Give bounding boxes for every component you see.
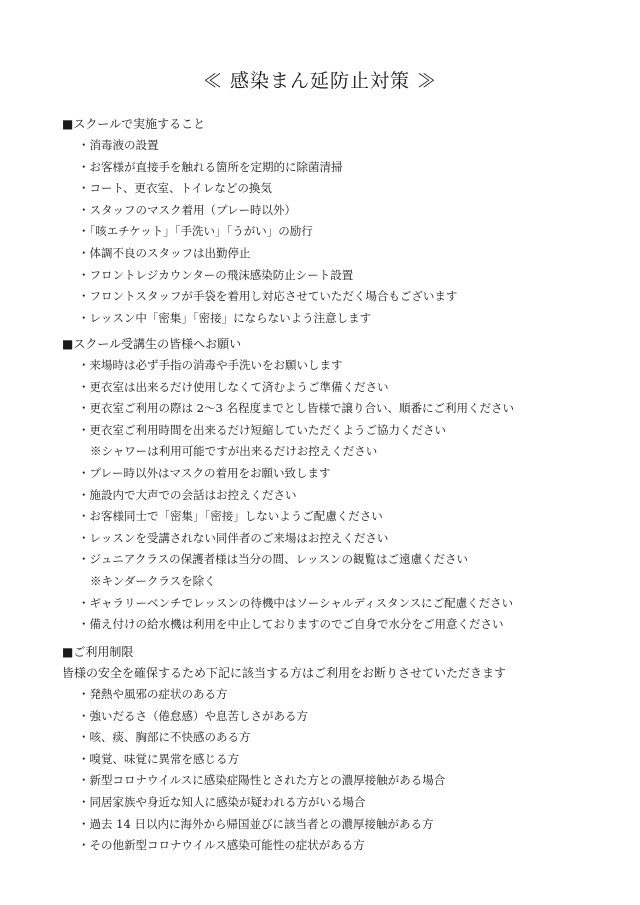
measures-list: [62, 135, 622, 329]
list-item: ・体調不良のスタッフは出勤停止: [78, 245, 251, 260]
list-item: ・新型コロナウイルスに感染症陽性とされた方との濃厚接触がある場合: [78, 773, 446, 788]
document-title: ≪ 感染まん延防止対策 ≫: [202, 70, 438, 92]
list-item: ・ジュニアクラスの保護者様は当分の間、レッスンの観覧はご遠慮ください: [78, 552, 468, 567]
list-item: ・更衣室ご利用時間を出来るだけ短縮していただくようご協力ください: [78, 422, 446, 437]
list-item: ・発熱や風邪の症状のある方: [78, 687, 228, 701]
list-item: ・過去 14 日以内に海外から帰国並びに該当者との濃厚接触がある方: [78, 816, 434, 831]
section-usage-restrictions: [62, 642, 622, 857]
list-item: ・お客様同士で「密集」「密接」しないようご配慮ください: [78, 509, 383, 524]
list-note: ※シャワーは利用可能ですが出来るだけお控えください: [90, 444, 378, 459]
list-item: ・来場時は必ず手指の消毒や手洗いをお願いします: [78, 358, 343, 372]
list-note: ※キンダークラスを除く: [90, 573, 216, 588]
list-item: ・プレー時以外はマスクの着用をお願い致します: [78, 465, 331, 480]
section-heading: ■スクールで実施すること: [62, 117, 206, 131]
list-item: ・レッスンを受講されない同伴者のご来場はお控えください: [78, 530, 389, 545]
section-student-requests: [62, 334, 622, 636]
list-item: ・備え付けの給水機は利用を中止しておりますのでご自身で水分をご用意ください: [78, 617, 504, 632]
list-item: ・ギャラリーベンチでレッスンの待機中はソーシャルディスタンスにご配慮ください: [78, 595, 514, 610]
restrictions-list: [62, 684, 622, 857]
list-item: ・同居家族や身近な知人に感染が疑われる方がいる場合: [78, 794, 366, 809]
requests-list: [62, 355, 622, 636]
list-item: ・更衣室ご利用の際は 2～3 名程度までとし皆様で譲り合い、順番にご利用ください: [78, 401, 514, 416]
section-school-measures: [62, 114, 622, 329]
list-item: ・レッスン中「密集」「密接」にならないよう注意します: [78, 310, 372, 325]
list-item: ・フロントスタッフが手袋を着用し対応させていただく場合もございます: [78, 289, 458, 304]
list-item: ・強いだるさ（倦怠感）や息苦しさがある方: [78, 708, 308, 723]
list-item: ・嗅覚、味覚に異常を感じる方: [78, 751, 239, 766]
list-item: ・その他新型コロナウイルス感染可能性の症状がある方: [78, 838, 365, 853]
section-heading: ■ご利用制限: [62, 645, 134, 659]
list-item: ・「咳エチケット」「手洗い」「うがい」の励行: [78, 224, 313, 239]
list-item: ・フロントレジカウンターの飛沫感染防止シート設置: [78, 267, 354, 282]
section-heading: ■スクール受講生の皆様へお願い: [62, 337, 242, 351]
section-intro: 皆様の安全を確保するため下記に該当する方はご利用をお断りさせていただきます: [62, 666, 507, 680]
list-item: ・咳、痰、胸部に不快感のある方: [78, 730, 251, 745]
list-item: ・コート、更衣室、トイレなどの換気: [78, 181, 272, 196]
list-item: ・お客様が直接手を触れる箇所を定期的に除菌清掃: [78, 159, 343, 174]
list-item: ・スタッフのマスク着用（プレー時以外）: [78, 202, 297, 217]
list-item: ・施設内で大声での会話はお控えください: [78, 487, 297, 502]
list-item: ・消毒液の設置: [78, 138, 159, 152]
list-item: ・更衣室は出来るだけ使用しなくて済むようご準備ください: [78, 379, 389, 394]
